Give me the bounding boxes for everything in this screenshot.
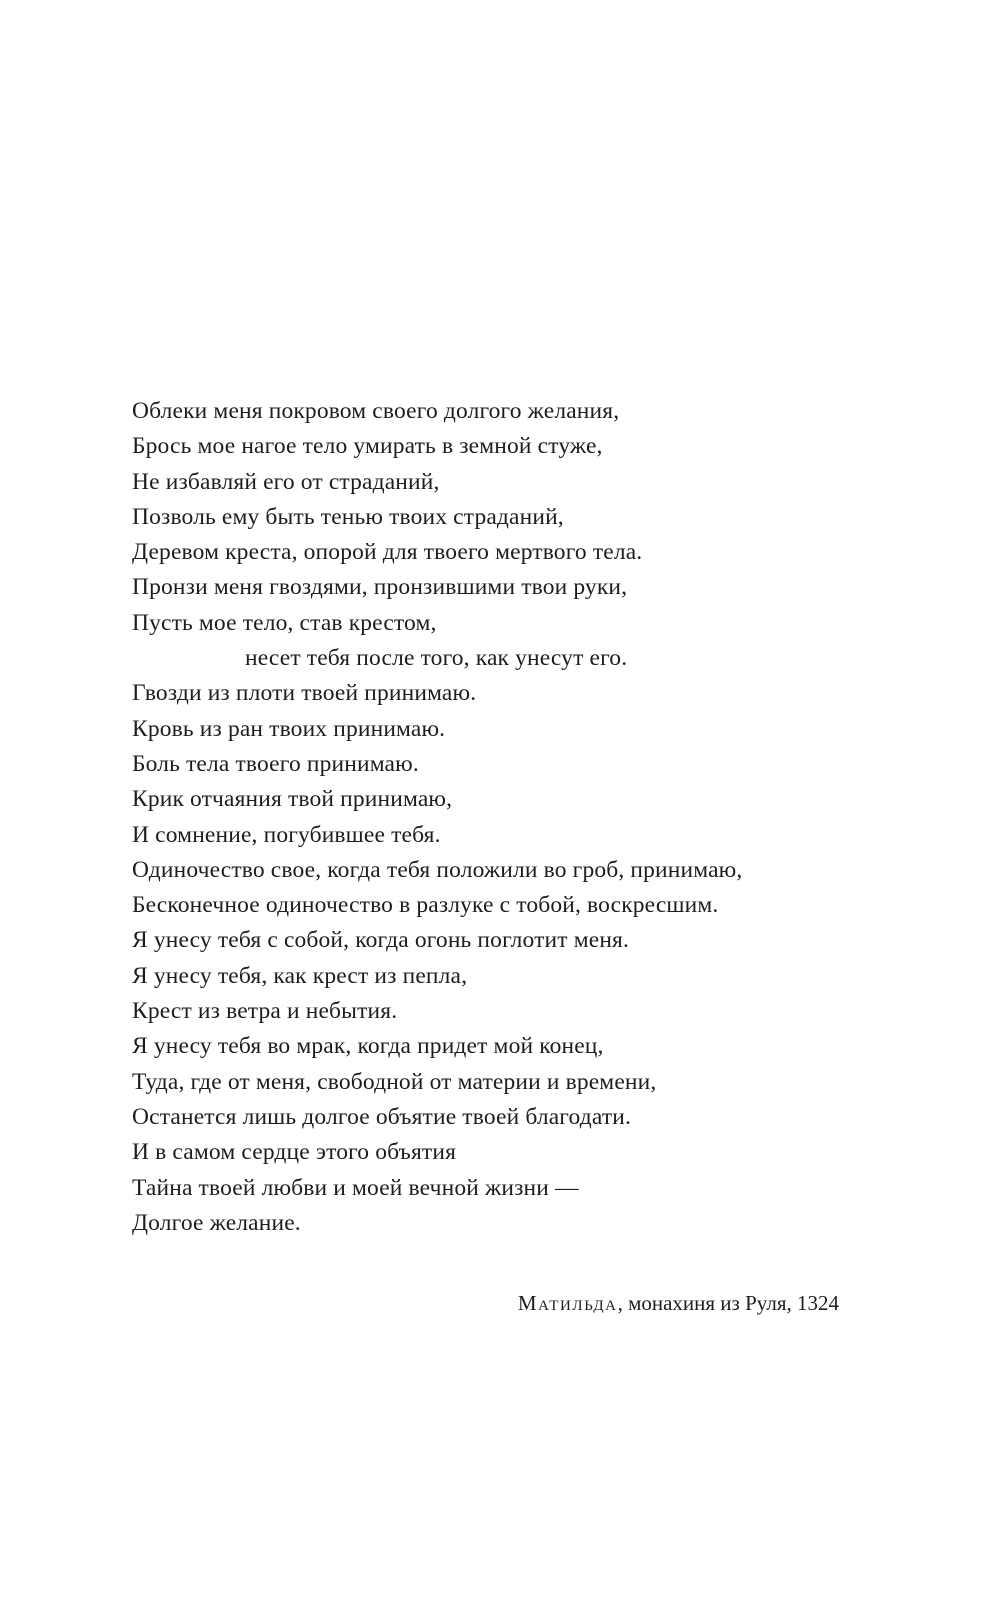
poem-line: Долгое желание. (132, 1209, 301, 1236)
poem-line: Бесконечное одиночество в разлуке с тобой, воскресшим. (132, 892, 719, 919)
poem-line: Крик отчаяния твой принимаю, (132, 786, 453, 813)
poem-line: Я унесу тебя, как крест из пепла, (132, 962, 468, 989)
poem-line: Деревом креста, опорой для твоего мертвого тела. (132, 539, 643, 566)
poem-line: Крест из ветра и небытия. (132, 998, 398, 1025)
poem-line: Я унесу тебя во мрак, когда придет мой конец, (132, 1033, 604, 1060)
attribution-details: , монахиня из Руля, 1324 (617, 1291, 839, 1315)
poem-line: Пронзи меня гвоздями, пронзившими твои руки, (132, 574, 628, 601)
poem-line: Брось мое нагое тело умирать в земной стуже, (132, 433, 603, 460)
poem-line: Пусть мое тело, став крестом, (132, 609, 437, 636)
poem-line: Боль тела твоего принимаю. (132, 750, 419, 777)
poem-text (132, 394, 912, 1241)
poem-line: И в самом сердце этого объятия (132, 1139, 457, 1166)
poem-attribution (518, 1289, 839, 1317)
poem-line: И сомнение, погубившее тебя. (132, 821, 441, 848)
poem-line: Не избавляй его от страданий, (132, 468, 440, 495)
poem-line: Останется лишь долгое объятие твоей благодати. (132, 1103, 631, 1130)
poem-line: Гвозди из плоти твоей принимаю. (132, 680, 477, 707)
poem-line: Я унесу тебя с собой, когда огонь поглотит меня. (132, 927, 630, 954)
poem-line: Облеки меня покровом своего долгого желания, (132, 398, 620, 424)
poem-line: Кровь из ран твоих принимаю. (132, 715, 446, 742)
poem-line: Туда, где от меня, свободной от материи и времени, (132, 1068, 657, 1095)
attribution-author: Матильда (517, 1291, 618, 1315)
poem-line: несет тебя после того, как унесут его. (245, 645, 628, 672)
poem-line: Одиночество свое, когда тебя положили во гроб, принимаю, (132, 856, 743, 883)
poem-line: Тайна твоей любви и моей вечной жизни — (132, 1174, 579, 1201)
poem-line: Позволь ему быть тенью твоих страданий, (132, 503, 564, 530)
